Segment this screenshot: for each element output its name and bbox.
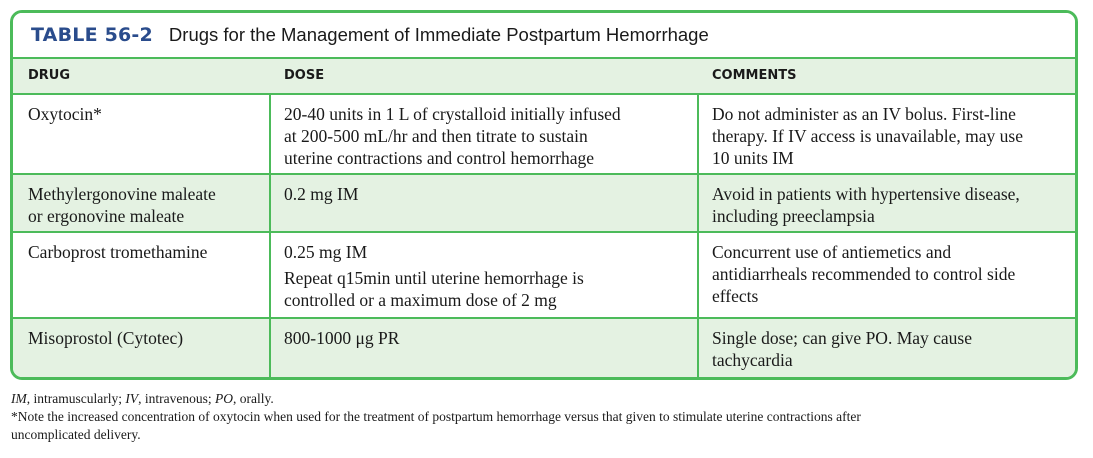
dose-cell — [269, 175, 697, 231]
header-drug: DRUG — [28, 68, 71, 83]
drug-cell — [13, 175, 269, 231]
dose-cell — [269, 319, 697, 377]
drug-cell — [13, 319, 269, 377]
oxytocin-note: uncomplicated delivery. — [11, 427, 141, 442]
dose-text: 0.2 mg IM — [284, 184, 359, 204]
dose-cell — [269, 95, 697, 173]
drug-name: or ergonovine maleate — [28, 206, 185, 226]
comment-text: Do not administer as an IV bolus. First-line — [712, 104, 1016, 124]
table-frame — [10, 10, 1078, 380]
table-row — [13, 95, 1075, 175]
comment-text: Single dose; can give PO. May cause — [712, 328, 973, 348]
drug-name: Misoprostol (Cytotec) — [28, 328, 184, 348]
drug-name: Oxytocin* — [28, 104, 102, 124]
dose-text: at 200-500 mL/hr and then titrate to sustain — [284, 126, 588, 146]
drug-name: Methylergonovine maleate — [28, 184, 216, 204]
dose-text: Repeat q15min until uterine hemorrhage is — [284, 268, 584, 288]
table-title: Drugs for the Management of Immediate Postpartum Hemorrhage — [168, 24, 709, 45]
comments-cell — [697, 233, 1075, 317]
table-row — [13, 233, 1075, 319]
dose-text: controlled or a maximum dose of 2 mg — [284, 290, 557, 310]
abbr-iv: IV — [125, 391, 139, 406]
abbr-po: PO — [214, 391, 233, 406]
dose-text: 800-1000 μg PR — [284, 328, 400, 348]
comment-text: including preeclampsia — [712, 206, 875, 226]
comments-cell — [697, 319, 1075, 377]
table-row — [13, 319, 1075, 377]
footnotes — [11, 390, 1081, 444]
drug-name: Carboprost tromethamine — [28, 242, 208, 262]
table-number: TABLE 56-2 — [31, 24, 153, 46]
abbr-im-def: , intramuscularly; — [26, 391, 126, 406]
comment-text: 10 units IM — [712, 148, 794, 168]
dose-cell — [269, 233, 697, 317]
comment-text: therapy. If IV access is unavailable, may use — [712, 126, 1023, 146]
dose-text: 0.25 mg IM — [284, 242, 368, 262]
table-header-row — [13, 57, 1075, 95]
comment-text: effects — [712, 286, 759, 306]
drug-cell — [13, 95, 269, 173]
comment-text: antidiarrheals recommended to control side — [712, 264, 1016, 284]
comment-text: Concurrent use of antiemetics and — [712, 242, 952, 262]
abbr-iv-def: , intravenous; — [138, 391, 215, 406]
header-dose: DOSE — [284, 68, 325, 83]
header-comments: COMMENTS — [712, 68, 797, 83]
dose-text: 20-40 units in 1 L of crystalloid initially infused — [284, 104, 621, 124]
abbr-po-def: , orally. — [232, 391, 274, 406]
drug-cell — [13, 233, 269, 317]
table-row — [13, 175, 1075, 233]
comments-cell — [697, 95, 1075, 173]
table-title-bar — [13, 13, 1075, 57]
oxytocin-note: *Note the increased concentration of oxytocin when used for the treatment of postpartum hemorrhage versus that given to stimulate uterine contractions after — [11, 409, 861, 424]
comment-text: tachycardia — [712, 350, 793, 370]
abbr-im: IM — [11, 391, 27, 406]
dose-text: uterine contractions and control hemorrhage — [284, 148, 595, 168]
comment-text: Avoid in patients with hypertensive disease, — [712, 184, 1020, 204]
comments-cell — [697, 175, 1075, 231]
abbreviations-footnote — [11, 390, 1081, 408]
